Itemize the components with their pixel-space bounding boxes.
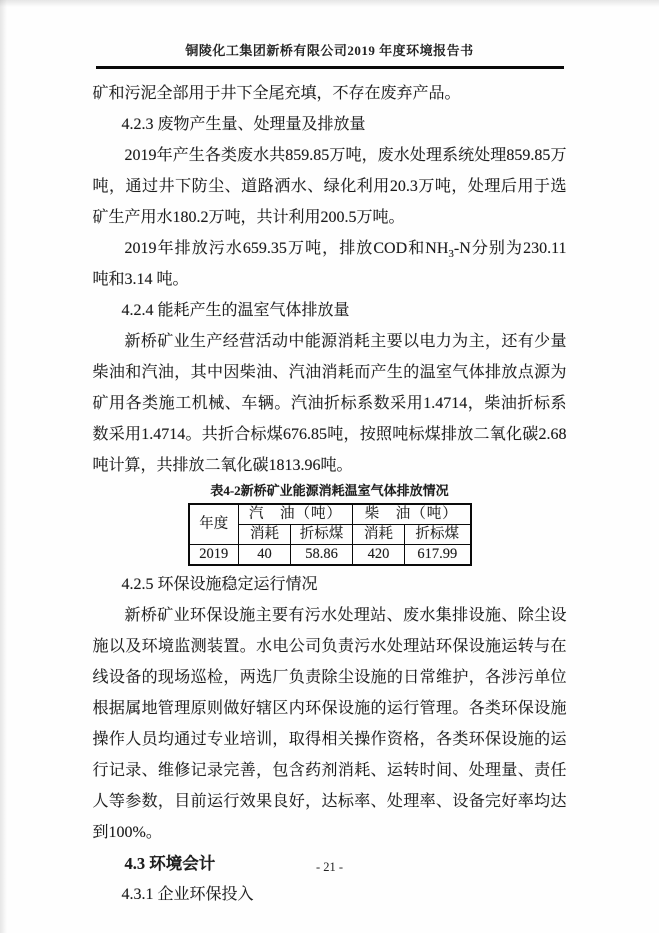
header-title: 铜陵化工集团新桥有限公司2019 年度环境报告书 [185,43,474,58]
section-heading-4-2-3: 4.2.3 废物产生量、处理量及排放量 [121,116,366,133]
header-divider [96,66,564,69]
cell-gasoline-coal-equivalent: 58.86 [291,545,353,566]
table-header-gasoline-consumption: 消耗 [239,525,291,545]
discharge-text-post: -N分别为230.11 吨和3.14 吨。 [92,240,567,288]
emissions-table [188,503,472,566]
section-heading-4-2-4: 4.2.4 能耗产生的温室气体排放量 [121,302,350,319]
table-header-gasoline-coal-equivalent: 折标煤 [291,525,353,545]
table-header-year: 年度 [189,504,239,545]
table-header-gasoline-group: 汽 油（吨） [239,504,353,525]
cell-diesel-consumption: 420 [353,545,405,566]
section-heading-4-3: 4.3 环境会计 [124,854,216,873]
table-caption: 表4-2新桥矿业能源消耗温室气体排放情况 [210,483,449,498]
paragraph-discharge [93,233,567,295]
table-row [189,545,471,566]
page-number: - 21 - [315,860,344,874]
cell-gasoline-consumption: 40 [239,545,291,566]
section-heading-4-2-5: 4.2.5 环保设施稳定运行情况 [121,576,318,593]
cell-diesel-coal-equivalent: 617.99 [405,545,471,566]
paragraph-facilities: 新桥矿业环保设施主要有污水处理站、废水集排设施、除尘设施以及环境监测装置。水电公司负责污水处理站环保设施运转与在线设备的现场巡检，两选厂负责除尘设施的日常维护，各涉污单位根据属地管理原则做好辖区内环保设施的运行管理。各类环保设施操作人员均通过专业培训，取得相关操作资格，各类环保设施的运行记录、维修记录完善，包含药剂消耗、运转时间、处理量、责任人等参数，目前运行效果良好，达标率、处理率、设备完好率均达到100%。 [92,607,567,841]
cell-year: 2019 [189,545,239,566]
table-header-diesel-group: 柴 油（吨） [353,504,471,525]
paragraph-wastewater: 2019年产生各类废水共859.85万吨，废水处理系统处理859.85万吨，通过井下防尘、道路洒水、绿化利用20.3万吨，处理后用于选矿生产用水180.2万吨，共计利用200.5万吨。 [92,147,567,226]
paragraph-tailings: 矿和污泥全部用于井下全尾充填，不存在废弃产品。 [92,85,461,102]
section-heading-4-3-1: 4.3.1 企业环保投入 [121,886,254,903]
table-header-diesel-coal-equivalent: 折标煤 [405,525,471,545]
document-body [93,78,567,910]
nh3-subscript: 3 [448,248,454,261]
paragraph-energy: 新桥矿业生产经营活动中能源消耗主要以电力为主，还有少量柴油和汽油，其中因柴油、汽油消耗而产生的温室气体排放点源为矿用各类施工机械、车辆。汽油折标系数采用1.4714，柴油折标系数采用1.4714。共折合标煤676.85吨，按照吨标煤排放二氧化碳2.68吨计算，共排放二氧化碳1813.96吨。 [92,333,567,474]
discharge-text-pre: 2019年排放污水659.35万吨，排放COD和NH [124,240,449,257]
table-header-diesel-consumption: 消耗 [353,525,405,545]
table-header-row-groups [189,504,471,525]
